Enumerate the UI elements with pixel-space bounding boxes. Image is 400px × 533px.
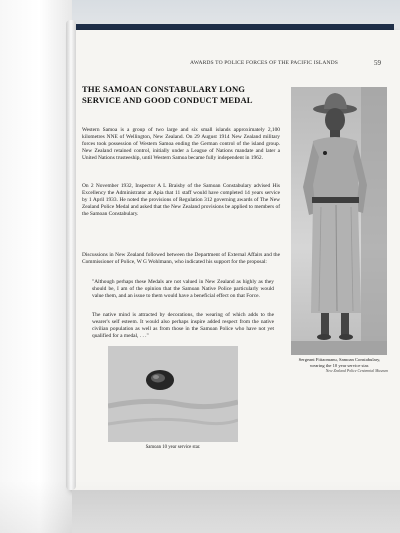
running-head: AWARDS TO POLICE FORCES OF THE PACIFIC ISLANDS [190,60,339,66]
portrait-illustration [291,87,387,355]
portrait-credit: New Zealand Police Centennial Museum [325,369,388,373]
paragraph: Western Samoa is a group of two large and six small islands approximately 2,100 kilometres NNE of Wellington, New Zealand. On 29 August 1914 New Zealand military forces took possession of Western Samoa ending the German control of the island group. New Zealand retained control, initially under a League of Nations mandate and later a United Nations trusteeship, until Western Samoa became fully independent in 1962. [82,127,280,162]
portrait-photo [291,87,387,355]
paragraph: Discussions in New Zealand followed between the Department of External Affairs and the Commissioner of Police, W G Wohlmann, who indicated his support for the proposal: [82,252,280,266]
page-stack-bottom [72,490,400,533]
portrait-caption: Sergeant Fiitaomanu, Samoan Constabulary, wearing the 10 year service star. [298,357,381,368]
quotation: "Although perhaps these Medals are not valued in New Zealand as highly as they should be, I am of the opinion that the Samoan Native Police particularly would value them, and an issue to them would have a beneficial effect on that Force. [92,279,274,300]
service-star-photo [108,346,238,442]
service-star-illustration [108,346,238,442]
article-title: THE SAMOAN CONSTABULARY LONG SERVICE AND GOOD CONDUCT MEDAL [82,84,253,105]
quotation: The native mind is attracted by decorations, the wearing of which adds to the wearer's self esteem. It would also perhaps inspire added respect from the native civilian population as well as from those in the Samoan Police who have not yet qualified for a medal, . . ." [92,312,274,340]
paragraph: On 2 November 1932, Inspector A L Braisby of the Samoan Constabulary advised His Excellency the Administrator at Apia that 11 staff would have completed 14 years service by 1 April 1933. He noted the provisions of Regulation 312 governing awards of The New Zealand Police Medal and asked that the New Zealand provisions be applied to members of the Samoan Constabulary. [82,183,280,218]
book-cover-left [0,0,72,533]
book-spine [66,20,76,490]
service-star-caption: Samoan 10 year service star. [145,445,201,450]
page-number: 59 [374,59,381,67]
